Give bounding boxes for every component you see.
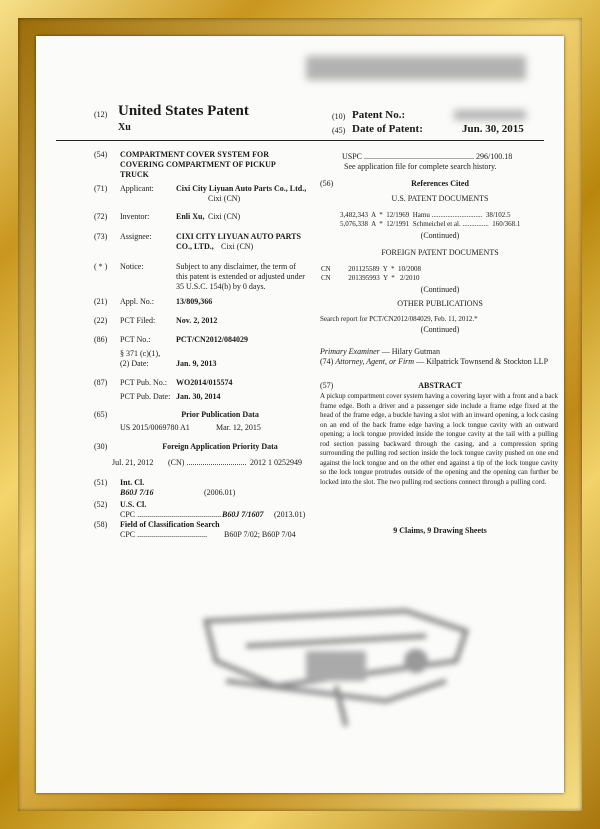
us-doc-row: 3,482,343 A * 12/1969 Hamu ............................. 38/102.5: [340, 211, 511, 219]
f56-num: (56): [320, 179, 334, 188]
priority-date: Jul. 21, 2012: [112, 458, 154, 467]
uspc-line: USPC ....................................................... 296/100.18: [342, 152, 513, 161]
redacted-patent-number: [454, 110, 526, 120]
us-cl-class: B60J 7/1607: [222, 510, 264, 519]
foreign-doc-row: CN 201395993 Y * 2/2010: [321, 274, 420, 282]
f30-num: (30): [94, 442, 108, 451]
prior-pub-number: US 2015/0069780 A1: [120, 423, 190, 432]
primary-examiner: [320, 347, 440, 357]
date-value: Jun. 30, 2015: [462, 123, 524, 135]
f58-num: (58): [94, 520, 108, 529]
section-371-label: § 371 (c)(1),: [120, 349, 161, 358]
assignee-location: Cixi (CN): [221, 242, 254, 251]
appl-no-label: Appl. No.:: [120, 297, 154, 306]
continued-label: (Continued): [420, 285, 460, 294]
f51-num: (51): [94, 478, 108, 487]
notice-text: Subject to any disclaimer, the term of this patent is extended or adjusted under 35 U.S.C. 154(b) by 0 days.: [176, 262, 305, 291]
f57-num: (57): [320, 381, 334, 390]
date-label: Date of Patent:: [352, 123, 423, 135]
examiner-label: Primary Examiner: [320, 347, 380, 356]
inventor-label: Inventor:: [120, 212, 150, 221]
field-search-label: Field of Classification Search: [120, 520, 220, 529]
inventor-short: Xu: [118, 122, 131, 133]
patent-no-num: (10): [332, 112, 346, 121]
pct-pub-no-label: PCT Pub. No.:: [120, 378, 167, 387]
date-num: (45): [332, 126, 346, 135]
pct-pub-date-label: PCT Pub. Date:: [120, 392, 171, 401]
applicant-location: Cixi (CN): [208, 194, 241, 203]
notice-label: Notice:: [120, 262, 144, 271]
pct-pub-no-value: WO2014/015574: [176, 378, 233, 387]
us-cl-label: U.S. Cl.: [120, 500, 147, 509]
int-cl-class: B60J 7/16: [120, 488, 154, 497]
priority-app-number: 2012 1 0252949: [250, 458, 302, 467]
foreign-doc-row: CN 201125589 Y * 10/2008: [321, 265, 421, 273]
us-doc-row: 5,076,338 A * 12/1991 Schmeichel et al. ............... 160/368.1: [340, 220, 521, 228]
examiner-name: — Hilary Gutman: [379, 347, 440, 356]
pct-no-label: PCT No.:: [120, 335, 151, 344]
section-371-date-label: (2) Date:: [120, 359, 149, 368]
redacted-patent-number-header: [306, 56, 526, 80]
applicant-name: Cixi City Liyuan Auto Parts Co., Ltd.,: [176, 184, 307, 193]
us-cl-cpc: CPC ..........................................: [120, 510, 222, 519]
f54-num: (54): [94, 150, 108, 159]
f21-num: (21): [94, 297, 108, 306]
pct-pub-date-value: Jan. 30, 2014: [176, 392, 221, 401]
pct-filed-label: PCT Filed:: [120, 316, 156, 325]
notice-num: ( * ): [94, 262, 108, 271]
int-cl-label: Int. Cl.: [120, 478, 145, 487]
continued-label: (Continued): [420, 325, 460, 334]
prior-pub-title: Prior Publication Data: [181, 410, 259, 419]
inventor-name: Enli Xu,: [176, 212, 205, 221]
patent-drawing-blurred: [186, 591, 486, 731]
claims-count: 9 Claims, 9 Drawing Sheets: [393, 526, 487, 535]
attorney-name: — Kilpatrick Townsend & Stockton LLP: [414, 357, 549, 366]
assignee-name: CIXI CITY LIYUAN AUTO PARTS CO., LTD.,: [176, 232, 301, 251]
section-371-date-value: Jan. 9, 2013: [176, 359, 217, 368]
doc-kind-num: (12): [94, 110, 108, 119]
references-title: References Cited: [411, 179, 469, 188]
prior-pub-date: Mar. 12, 2015: [216, 423, 261, 432]
field-search-cpc: CPC ...................................: [120, 530, 208, 539]
pct-no-value: PCT/CN2012/084029: [176, 335, 248, 344]
appl-no-value: 13/809,366: [176, 297, 213, 306]
patent-document: [36, 36, 564, 793]
assignee-label: Assignee:: [120, 232, 152, 241]
us-cl-year: (2013.01): [274, 510, 306, 519]
f65-num: (65): [94, 410, 108, 419]
inventor-location: Cixi (CN): [208, 212, 241, 221]
doc-kind-title: United States Patent: [118, 103, 249, 119]
f52-num: (52): [94, 500, 108, 509]
pct-filed-value: Nov. 2, 2012: [176, 316, 218, 325]
us-docs-title: U.S. PATENT DOCUMENTS: [391, 194, 489, 203]
attorney-num: (74): [320, 357, 334, 366]
field-search-class: B60P 7/02; B60P 7/04: [224, 530, 296, 539]
invention-title: COMPARTMENT COVER SYSTEM FOR COVERING COMPARTMENT OF PICKUP TRUCK: [120, 150, 276, 179]
f87-num: (87): [94, 378, 108, 387]
uspc-note: See application file for complete search history.: [344, 162, 497, 171]
f72-num: (72): [94, 212, 108, 221]
abstract-title: ABSTRACT: [418, 381, 462, 390]
foreign-docs-title: FOREIGN PATENT DOCUMENTS: [381, 248, 499, 257]
header-divider: [56, 140, 544, 141]
priority-country: (CN) ..............................: [168, 458, 247, 467]
f86-num: (86): [94, 335, 108, 344]
attorney-label: Attorney, Agent, or Firm: [335, 357, 415, 366]
int-cl-year: (2006.01): [204, 488, 236, 497]
other-pub-text: Search report for PCT/CN2012/084029, Feb. 11, 2012.*: [320, 315, 478, 323]
applicant-label: Applicant:: [120, 184, 154, 193]
f71-num: (71): [94, 184, 108, 193]
abstract-text: A pickup compartment cover system having a covering layer with a front and a back frame edge. Both a driver and a passenger side include a frame edge fixed at the head of the frame edge, a buckle having a slot with an inward opening, a lock casing on an end of the back frame edge having a lock tongue cavity with an outward opening; a lock tongue provided inside the tongue cavity at the tail with a pulling rod section passing backward through the casing, and a compression spring surrounding the pulling rod section inside the lock tongue cavity pushed on one end against the lock tongue and on the other end against a tip of the lock tongue cavity so the lock tongue protrudes outside of the opening and the opening can further be locked into the slot. The two pulling rod sections connect through a pulling cord.: [320, 392, 558, 486]
continued-label: (Continued): [420, 231, 460, 240]
attorney-line: [320, 357, 560, 367]
foreign-priority-title: Foreign Application Priority Data: [162, 442, 278, 451]
f22-num: (22): [94, 316, 108, 325]
patent-no-label: Patent No.:: [352, 109, 406, 121]
f73-num: (73): [94, 232, 108, 241]
other-pubs-title: OTHER PUBLICATIONS: [397, 299, 483, 308]
